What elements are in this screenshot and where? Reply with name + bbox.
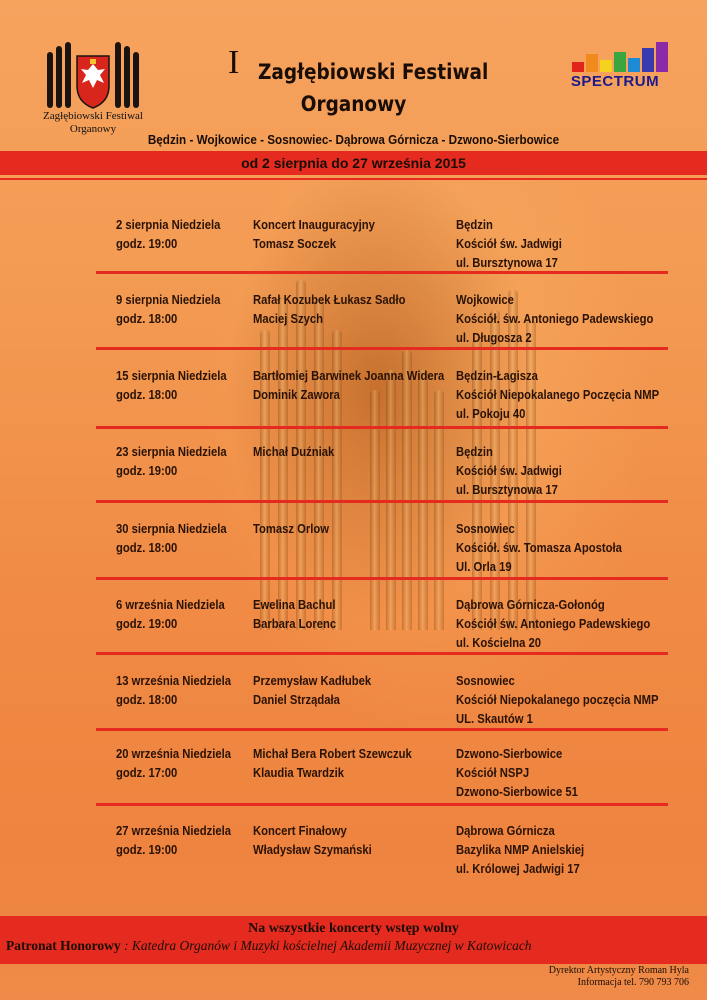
event-location	[456, 745, 578, 802]
performer-line: Bartłomiej Barwinek Joanna Widera	[253, 369, 445, 383]
location-address: Dzwono-Sierbowice 51	[456, 785, 578, 799]
honorary-patronage	[6, 938, 532, 954]
location-town: Będzin	[456, 445, 493, 459]
divider	[96, 347, 668, 350]
event-location	[456, 822, 584, 879]
artistic-director: Dyrektor Artystyczny Roman Hyla	[548, 965, 689, 976]
event-when	[116, 596, 225, 634]
location-church: Kościół Niepokalanego Poczęcia NMP	[456, 388, 660, 402]
location-address: UL. Skautów 1	[456, 712, 533, 726]
event-location	[456, 443, 562, 500]
event-location	[456, 291, 653, 348]
event-time: godz. 18:00	[116, 312, 178, 326]
location-address: ul. Długosza 2	[456, 331, 532, 345]
event-location	[456, 216, 562, 273]
location-address: Ul. Orla 19	[456, 560, 512, 574]
event-time: godz. 18:00	[116, 388, 178, 402]
performer-line: Klaudia Twardzik	[253, 766, 345, 780]
logo-caption-line2: Organowy	[69, 123, 117, 135]
event-performers	[253, 291, 406, 329]
page-title-line1: Zagłębiowski Festiwal	[258, 60, 489, 84]
location-address: ul. Pokoju 40	[456, 407, 526, 421]
event-date: 9 sierpnia Niedziela	[116, 293, 221, 307]
location-address: ul. Królowej Jadwigi 17	[456, 862, 580, 876]
patron-label: Patronat Honorowy	[6, 938, 121, 953]
location-address: ul. Bursztynowa 17	[456, 483, 558, 497]
event-time: godz. 19:00	[116, 237, 178, 251]
divider	[96, 500, 668, 503]
location-address: ul. Bursztynowa 17	[456, 256, 558, 270]
divider	[96, 728, 668, 731]
location-church: Kościół. św. Tomasza Apostoła	[456, 541, 622, 555]
edition-numeral: I	[228, 44, 240, 81]
performer-line: Przemysław Kadłubek	[253, 674, 372, 688]
event-time: godz. 19:00	[116, 843, 178, 857]
contact-info	[549, 965, 689, 989]
location-town: Dąbrowa Górnicza	[456, 824, 555, 838]
performer-line: Barbara Lorenc	[253, 617, 337, 631]
patron-separator: :	[120, 938, 132, 953]
location-church: Bazylika NMP Anielskiej	[456, 843, 585, 857]
spectrum-logo-text: SPECTRUM	[570, 73, 660, 90]
performer-line: Rafał Kozubek Łukasz Sadło	[253, 293, 406, 307]
location-town: Dzwono-Sierbowice	[456, 747, 563, 761]
event-performers	[253, 745, 412, 783]
location-town: Będzin-Łagisza	[456, 369, 538, 383]
event-time: godz. 18:00	[116, 541, 178, 555]
event-performers	[253, 216, 375, 254]
event-time: godz. 18:00	[116, 693, 178, 707]
performer-line: Tomasz Soczek	[253, 237, 336, 251]
event-date: 13 września Niedziela	[116, 674, 232, 688]
event-date: 23 sierpnia Niedziela	[116, 445, 227, 459]
location-town: Będzin	[456, 218, 493, 232]
performer-line: Koncert Inauguracyjny	[253, 218, 375, 232]
event-performers	[253, 822, 372, 860]
performer-line: Dominik Zawora	[253, 388, 340, 402]
event-date: 20 września Niedziela	[116, 747, 232, 761]
patron-text: Katedra Organów i Muzyki kościelnej Akademii Muzycznej w Katowicach	[131, 938, 532, 953]
spectrum-bars-icon	[556, 42, 674, 72]
page-title-line2: Organowy	[300, 92, 407, 116]
location-church: Kościół Niepokalanego poczęcia NMP	[456, 693, 659, 707]
performer-line: Maciej Szych	[253, 312, 324, 326]
event-date: 6 września Niedziela	[116, 598, 225, 612]
event-date: 30 sierpnia Niedziela	[116, 522, 227, 536]
festival-dates: od 2 sierpnia do 27 września 2015	[241, 155, 466, 171]
event-when	[116, 216, 220, 254]
location-church: Kościół. św. Antoniego Padewskiego	[456, 312, 654, 326]
divider	[96, 652, 668, 655]
event-date: 2 sierpnia Niedziela	[116, 218, 221, 232]
divider	[96, 803, 668, 806]
performer-line: Koncert Finałowy	[253, 824, 347, 838]
event-time: godz. 19:00	[116, 464, 178, 478]
event-when	[116, 443, 227, 481]
location-town: Sosnowiec	[456, 674, 515, 688]
date-banner	[0, 151, 707, 175]
logo-caption-line1: Zagłębiowski Festiwal	[43, 110, 143, 122]
location-church: Kościół św. Jadwigi	[456, 237, 562, 251]
event-performers	[253, 596, 336, 634]
location-address: ul. Kościelna 20	[456, 636, 542, 650]
performer-line: Ewelina Bachul	[253, 598, 336, 612]
event-time: godz. 19:00	[116, 617, 178, 631]
event-when	[116, 367, 227, 405]
event-when	[116, 291, 220, 329]
free-entry-notice: Na wszystkie koncerty wstęp wolny	[248, 921, 459, 936]
info-phone: Informacja tel. 790 793 706	[577, 977, 689, 988]
event-time: godz. 17:00	[116, 766, 178, 780]
event-when	[116, 520, 227, 558]
event-performers	[253, 520, 329, 539]
event-date: 15 sierpnia Niedziela	[116, 369, 227, 383]
event-location	[456, 520, 622, 577]
divider	[96, 577, 668, 580]
festival-logo	[28, 42, 158, 136]
divider	[0, 178, 707, 180]
event-performers	[253, 672, 371, 710]
towns-list: Będzin - Wojkowice - Sosnowiec- Dąbrowa Górnicza - Dzwono-Sierbowice	[147, 132, 560, 147]
event-performers	[253, 367, 444, 405]
divider	[96, 271, 668, 274]
event-date: 27 września Niedziela	[116, 824, 232, 838]
performer-line: Tomasz Orlow	[253, 522, 330, 536]
location-church: Kościół NSPJ	[456, 766, 530, 780]
location-town: Wojkowice	[456, 293, 514, 307]
location-church: Kościół św. Antoniego Padewskiego	[456, 617, 651, 631]
event-when	[116, 822, 231, 860]
event-when	[116, 672, 231, 710]
event-when	[116, 745, 231, 783]
performer-line: Daniel Strządała	[253, 693, 340, 707]
performer-line: Michał Bera Robert Szewczuk	[253, 747, 412, 761]
divider	[96, 426, 668, 429]
location-town: Sosnowiec	[456, 522, 515, 536]
spectrum-logo	[556, 42, 674, 90]
location-church: Kościół św. Jadwigi	[456, 464, 562, 478]
event-location	[456, 596, 650, 653]
event-location	[456, 672, 659, 729]
location-town: Dąbrowa Górnicza-Gołonóg	[456, 598, 605, 612]
performer-line: Michał Duźniak	[253, 445, 335, 459]
performer-line: Władysław Szymański	[253, 843, 372, 857]
event-performers	[253, 443, 334, 462]
event-location	[456, 367, 659, 424]
